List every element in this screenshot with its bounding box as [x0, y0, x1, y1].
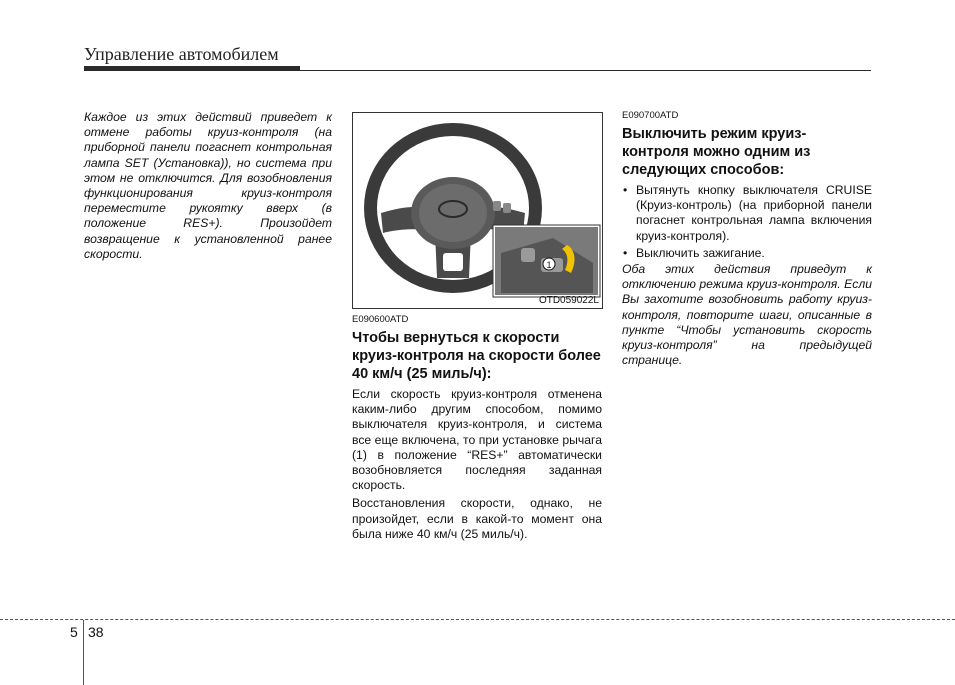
section-heading: Выключить режим круиз-контроля можно одним из следующих способов: [622, 126, 811, 178]
control-button-icon [493, 201, 501, 211]
list-item [622, 246, 872, 261]
bullet-icon: • [623, 245, 628, 260]
chapter-number: 5 [70, 624, 78, 640]
header-rule-thin [84, 70, 871, 71]
right-column [622, 110, 872, 368]
italic-note: Оба этих действия приведут к отключению режима круиз-контроля. Если Вы захотите возобновить работу круиз-контроля, повторите шаги, описанные в пункте “Чтобы установить скорость круиз-контроля” на предыдущей странице. [622, 262, 872, 368]
middle-column [352, 314, 602, 542]
zoom-inset-button-icon [521, 248, 535, 262]
section-code: E090700ATD [622, 110, 679, 121]
page-header-title: Управление автомобилем [84, 44, 279, 64]
wheel-spoke-opening [443, 253, 463, 271]
list-item-text: Вытянуть кнопку выключателя CRUISE (Круиз-контроль) (на приборной панели погаснет контрольная лампа включения круиз-контроля). [636, 183, 872, 243]
figure-code: OTD059022L [538, 295, 599, 306]
page-number: 38 [88, 624, 104, 640]
footer-dashed-rule [0, 619, 955, 620]
list-item [622, 183, 872, 244]
paragraph: Если скорость круиз-контроля отменена каким-либо другим способом, помимо выключателя круиз-контроля, и система все еще включена, то при установке рычага (1) в положение “RES+” автоматически возобновляется последняя заданная скорость. [352, 387, 602, 493]
list-item-text: Выключить зажигание. [636, 245, 765, 260]
control-button-icon [503, 203, 511, 213]
section-heading: Чтобы вернуться к скорости круиз-контроля на скорости более 40 км/ч (25 миль/ч): [352, 330, 601, 382]
page-number-divider [83, 620, 84, 685]
bullet-icon: • [623, 183, 628, 197]
left-column-text: Каждое из этих действий приведет к отмене работы круиз-контроля (на приборной панели погаснет контрольная лампа SET (Установка)), но система при этом не отключится. Для возобновления функционирования круиз-контроля переместите рукоятку вверх (в положение RES+). Произойдет возвращение к установленной ранее скорости. [84, 110, 332, 261]
section-code: E090600ATD [352, 314, 409, 325]
wheel-hub-inner [419, 184, 487, 242]
callout-number: 1 [546, 260, 552, 270]
steering-wheel-illustration [353, 113, 602, 308]
steering-wheel-figure [352, 112, 603, 309]
paragraph: Восстановления скорости, однако, не произойдет, если в какой-то момент она была ниже 40 км/ч (25 миль/ч). [352, 496, 602, 541]
